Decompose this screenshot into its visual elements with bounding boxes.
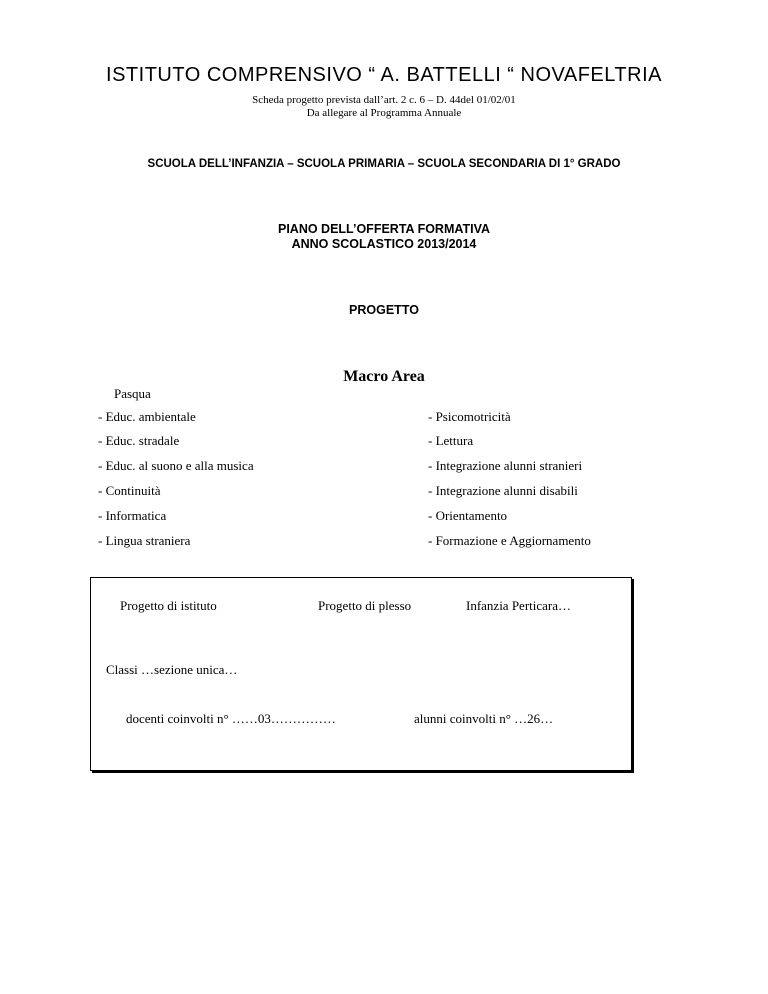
area-educ-musica[interactable]: - Educ. al suono e alla musica (98, 458, 254, 473)
school-title: ISTITUTO COMPRENSIVO “ A. BATTELLI “ NOVAFELTRIA (106, 64, 662, 86)
area-continuita[interactable]: - Continuità (98, 483, 161, 498)
allegare-line: Da allegare al Programma Annuale (306, 107, 462, 119)
area-lettura[interactable]: - Lettura (428, 433, 474, 448)
classi-field: Classi …sezione unica… (106, 662, 238, 677)
plesso-name: Infanzia Perticara… (466, 598, 572, 613)
scheda-line: Scheda progetto prevista dall’art. 2 c. 6 – D. 44del 01/02/01 (252, 94, 516, 106)
area-formazione[interactable]: - Formazione e Aggiornamento (428, 533, 591, 548)
area-psicomotricita[interactable]: - Psicomotricità (428, 409, 511, 424)
pasqua-label: Pasqua (114, 386, 151, 401)
docenti-field[interactable]: docenti coinvolti n° ……03…………… (126, 711, 336, 726)
area-orientamento[interactable]: - Orientamento (428, 508, 508, 523)
area-educ-ambientale[interactable]: - Educ. ambientale (98, 409, 196, 424)
progetto-plesso-option[interactable]: Progetto di plesso (318, 598, 412, 613)
area-integrazione-disabili[interactable]: - Integrazione alunni disabili (428, 483, 578, 498)
piano-line1: PIANO DELL’OFFERTA FORMATIVA (277, 222, 491, 236)
area-integrazione-stranieri[interactable]: - Integrazione alunni stranieri (428, 458, 583, 473)
piano-line2: ANNO SCOLASTICO 2013/2014 (291, 237, 477, 251)
alunni-field[interactable]: alunni coinvolti n° …26… (414, 711, 554, 726)
progetto-istituto-option[interactable]: Progetto di istituto (120, 598, 217, 613)
area-informatica[interactable]: - Informatica (98, 508, 167, 523)
area-educ-stradale[interactable]: - Educ. stradale (98, 433, 180, 448)
school-levels: SCUOLA DELL’INFANZIA – SCUOLA PRIMARIA – SCUOLA SECONDARIA DI 1° GRADO (147, 158, 621, 170)
area-lingua-straniera[interactable]: - Lingua straniera (98, 533, 191, 548)
macro-area-heading: Macro Area (343, 368, 425, 385)
progetto-heading: PROGETTO (349, 303, 419, 317)
